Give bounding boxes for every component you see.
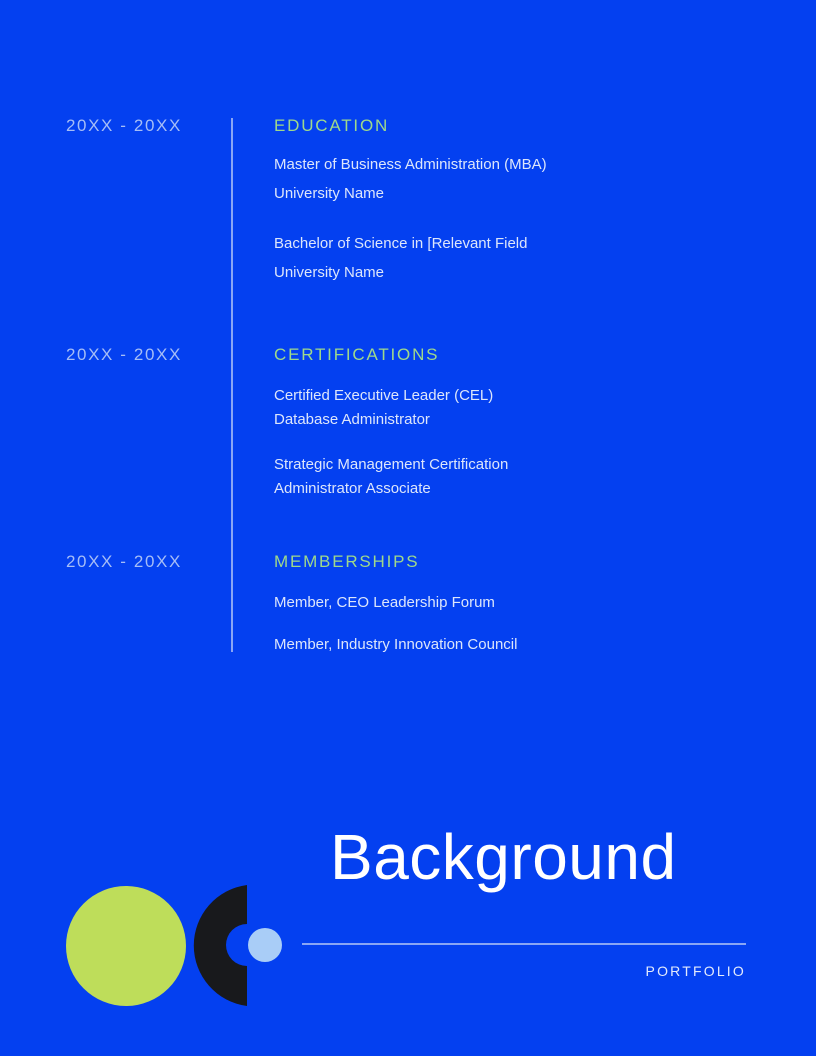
membership-1: Member, CEO Leadership Forum [274,594,495,611]
certification-2-role: Administrator Associate [274,480,431,497]
certification-2: Strategic Management Certification [274,456,509,473]
education-heading: EDUCATION [274,116,390,135]
education-date: 20XX - 20XX [66,116,182,135]
green-circle-icon [66,886,186,1006]
education-degree-2: Bachelor of Science in [Relevant Field [274,235,528,252]
footer-divider [302,943,746,945]
memberships-date: 20XX - 20XX [66,552,182,571]
decorative-shapes [0,870,300,1020]
certification-1: Certified Executive Leader (CEL) [274,387,494,404]
portfolio-label: PORTFOLIO [645,963,746,979]
certifications-date: 20XX - 20XX [66,345,182,364]
memberships-heading: MEMBERSHIPS [274,552,420,571]
certifications-heading: CERTIFICATIONS [274,345,440,364]
light-blue-dot-icon [248,928,282,962]
background-title: Background [330,821,677,893]
education-degree-1: Master of Business Administration (MBA) [274,156,547,173]
membership-2: Member, Industry Innovation Council [274,636,518,653]
education-school-2: University Name [274,264,385,281]
timeline-divider [231,118,233,652]
education-school-1: University Name [274,185,385,202]
certification-1-role: Database Administrator [274,411,430,428]
